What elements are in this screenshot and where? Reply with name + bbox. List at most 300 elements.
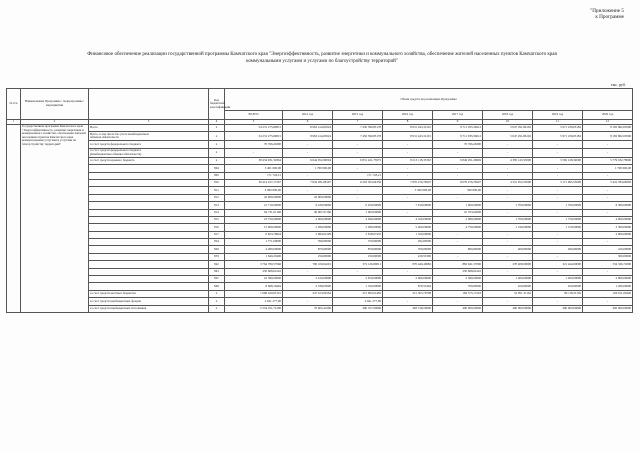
total-value-cell: 42 000,00000: [225, 194, 283, 201]
table-row: [7, 283, 633, 290]
grbs-cell: 842: [209, 261, 225, 268]
year-value-cell: 6 851 421,75975: [333, 157, 383, 164]
year-value-cell: 52 851,31102: [483, 290, 533, 297]
total-value-cell: 23 750,00000: [225, 216, 283, 223]
year-value-cell: 870,00000: [333, 246, 383, 253]
column-number-10: 10: [483, 120, 533, 125]
year-value-cell: 8 079 276,70607: [433, 179, 483, 186]
year-value-cell: 4 385 143,55000: [483, 157, 533, 164]
year-value-cell: 171 743,21: [333, 172, 383, 179]
grbs-cell: x: [209, 148, 225, 157]
year-value-cell: -: [583, 141, 633, 148]
year-value-cell: 3 171 965,53000: [533, 179, 583, 186]
funding-source-cell: [89, 298, 209, 305]
year-value-cell: -: [483, 187, 533, 194]
table-row: [7, 141, 633, 148]
year-value-cell: -: [583, 187, 633, 194]
total-value-cell: 54 231 275,69815: [225, 125, 283, 132]
table-row: [7, 224, 633, 231]
table-row: [7, 305, 633, 312]
grbs-cell: 813: [209, 202, 225, 209]
total-value-cell: 250 668,64142: [225, 268, 283, 275]
year-value-cell: -: [483, 165, 533, 172]
grbs-cell: 824: [209, 239, 225, 246]
year-value-cell: 5 779 932,78000: [583, 157, 633, 164]
appendix-note: [590, 8, 624, 20]
header-code: Код бюджетной классификации: [209, 89, 225, 120]
year-value-cell: 9 846 291,26849: [433, 157, 483, 164]
year-value-cell: 700,00000: [433, 283, 483, 290]
grbs-cell: 812: [209, 194, 225, 201]
year-value-cell: -: [283, 172, 333, 179]
header-year-1: 2014 год: [283, 111, 333, 120]
grbs-cell: 829: [209, 246, 225, 253]
year-value-cell: 250 668,64142: [433, 268, 483, 275]
total-value-cell: 38 434 931,52864: [225, 157, 283, 164]
year-value-cell: -: [533, 239, 583, 246]
year-value-cell: 7 834 281,68197: [283, 179, 333, 186]
funding-source-cell: [89, 141, 209, 148]
year-value-cell: 2 410,00000: [283, 276, 333, 283]
total-value-cell: -: [225, 148, 283, 157]
total-value-cell: 1 771,00000: [225, 239, 283, 246]
grbs-cell: x: [209, 141, 225, 148]
grbs-cell: 816: [209, 224, 225, 231]
header-num: № п/п: [7, 89, 21, 120]
year-value-cell: 184 575,13163: [433, 290, 483, 297]
year-value-cell: 4 000,00000: [583, 216, 633, 223]
funding-source-cell: [89, 239, 209, 246]
funding-source-cell: [89, 224, 209, 231]
year-value-cell: 8 963 414,65024: [283, 132, 333, 141]
table-row: [7, 125, 633, 132]
year-value-cell: -: [483, 298, 533, 305]
year-value-cell: 879,53494: [383, 283, 433, 290]
table-row: [7, 216, 633, 223]
year-value-cell: 450,00000: [483, 283, 533, 290]
funding-source-label: Всего: [90, 125, 98, 130]
funding-source-label: за счет средств местных бюджетов: [90, 291, 136, 296]
year-value-cell: 2 670,00000: [333, 276, 383, 283]
year-value-cell: 400 000,00000: [533, 305, 583, 312]
year-value-cell: 7 450 390,85178: [333, 125, 383, 132]
funding-source-cell: [89, 253, 209, 260]
table-row: [7, 187, 633, 194]
funding-source-cell: [89, 246, 209, 253]
appendix-line-2: к Программе: [595, 14, 624, 21]
year-value-cell: -: [383, 141, 433, 148]
year-value-cell: 1 150,00000: [533, 224, 583, 231]
grbs-cell: 848: [209, 283, 225, 290]
year-value-cell: 8 931 443,31291: [383, 132, 433, 141]
year-value-cell: 400 000,00000: [433, 305, 483, 312]
appendix-line-1: "Приложение 5: [590, 8, 624, 14]
year-value-cell: 7 910,00000: [383, 202, 433, 209]
year-value-cell: 70 766,46300: [433, 141, 483, 148]
year-value-cell: 8 213 118,35363: [383, 157, 433, 164]
table-row: [7, 268, 633, 275]
grbs-cell: x: [209, 132, 225, 141]
year-value-cell: -: [483, 209, 533, 216]
year-value-cell: 1 700,00000: [533, 202, 583, 209]
column-number-11: 11: [533, 120, 583, 125]
year-value-cell: 1 520,00000: [383, 231, 433, 238]
column-number-12: 12: [583, 120, 633, 125]
total-value-cell: 15 909,90000: [225, 224, 283, 231]
year-value-cell: 4 759,90000: [433, 224, 483, 231]
year-value-cell: 4 960,00000: [283, 216, 333, 223]
unit-label: тыс. руб.: [610, 82, 626, 87]
total-value-cell: 1 068 420,03101: [225, 290, 283, 297]
year-value-cell: -: [533, 172, 583, 179]
grbs-cell: x: [209, 298, 225, 305]
year-value-cell: -: [533, 231, 583, 238]
year-value-cell: -: [483, 172, 533, 179]
total-value-cell: 171 743,21: [225, 172, 283, 179]
year-value-cell: 483 318,20000: [383, 305, 433, 312]
year-value-cell: 6 644 952,90004: [283, 157, 333, 164]
year-value-cell: 2 280,00000: [283, 224, 333, 231]
year-value-cell: 70 665,41600: [283, 305, 333, 312]
funding-source-cell: [89, 261, 209, 268]
year-value-cell: 379,00000: [333, 239, 383, 246]
grbs-cell: 811: [209, 187, 225, 194]
year-value-cell: -: [433, 231, 483, 238]
title-line-1: Финансовое обеспечение реализации государственной программы Камчатского края "Энергоэффективность, развитие энергетики и коммунального хозяйства, обеспечение жителей населенных пунктов Камчатского края: [87, 52, 557, 57]
year-value-cell: 2 280,00000: [333, 224, 383, 231]
year-value-cell: -: [583, 148, 633, 157]
year-value-cell: 1 000,00000: [333, 209, 383, 216]
column-number-7: 7: [333, 120, 383, 125]
year-value-cell: -: [383, 165, 433, 172]
funding-source-cell: [89, 179, 209, 186]
year-value-cell: 2 084,92109: [283, 231, 333, 238]
year-value-cell: -: [483, 239, 533, 246]
program-name-cell: Государственная программа Камчатского края "Энергоэффективность, развитие энергетики и коммунального хозяйства, обеспечение жителей населенных пунктов Камчатского края коммунальными услугами и услугами по благоустройству территорий": [21, 125, 89, 313]
year-value-cell: -: [533, 298, 583, 305]
total-value-cell: 54 231 275,69815: [225, 132, 283, 141]
table-row: [7, 132, 633, 141]
year-value-cell: 2 580,00000: [433, 276, 483, 283]
funding-source-cell: [89, 209, 209, 216]
year-value-cell: 1 700 000,00: [583, 165, 633, 172]
funding-source-cell: [89, 268, 209, 275]
year-value-cell: -: [433, 239, 483, 246]
table-row: [7, 239, 633, 246]
column-number-9: 9: [433, 120, 483, 125]
total-value-cell: 3 401 000,00: [225, 165, 283, 172]
year-value-cell: -: [383, 209, 433, 216]
year-value-cell: 4 940,00000: [333, 216, 383, 223]
total-value-cell: 4 480,00000: [225, 246, 283, 253]
year-value-cell: 1 320,00000: [333, 283, 383, 290]
year-value-cell: 1 190,00000: [483, 224, 533, 231]
year-value-cell: 2 818,67435: [333, 231, 383, 238]
column-number-4: 4: [209, 120, 225, 125]
year-value-cell: -: [383, 268, 433, 275]
total-value-cell: 16 580,00000: [225, 276, 283, 283]
year-value-cell: 2 641 277,00: [333, 298, 383, 305]
year-value-cell: 5 400,00000: [383, 224, 433, 231]
column-number-1: 1: [7, 120, 21, 125]
funding-source-label: за счет средств краевого бюджета: [90, 158, 135, 163]
funding-source-cell: [89, 290, 209, 297]
funding-source-cell: [89, 165, 209, 172]
table-row: [7, 261, 633, 268]
year-value-cell: -: [483, 148, 533, 157]
funding-source-label: за счет средств федерального бюджета: [90, 148, 141, 153]
year-value-cell: 9 711 033,56612: [433, 132, 483, 141]
total-value-cell: 64 731,01160: [225, 209, 283, 216]
year-value-cell: 5 047 291,86102: [483, 132, 533, 141]
year-value-cell: 6 450,00000: [333, 202, 383, 209]
year-value-cell: 400,00000: [483, 246, 533, 253]
table-row: [7, 298, 633, 305]
year-value-cell: -: [283, 268, 333, 275]
year-value-cell: 278 408,00000: [483, 261, 533, 268]
title-line-2: коммунальными услугами и услугами по благоустройству территорий": [246, 59, 398, 64]
header-volume: Объем средств на реализацию Программы: [225, 89, 633, 111]
grbs-cell: 810: [209, 179, 225, 186]
funding-source-cell: [89, 283, 209, 290]
year-value-cell: 450,00000: [533, 283, 583, 290]
total-value-cell: 2 641 277,00: [225, 298, 283, 305]
year-value-cell: 400 000,00000: [583, 305, 633, 312]
year-value-cell: 870,00000: [283, 246, 333, 253]
document-title: [22, 51, 622, 65]
year-value-cell: 6 300,00000: [583, 202, 633, 209]
year-value-cell: 5 971 239,03182: [533, 132, 583, 141]
year-value-cell: -: [583, 209, 633, 216]
year-value-cell: 40 967,97160: [283, 209, 333, 216]
column-number-3: 3: [89, 120, 209, 125]
grbs-cell: x: [209, 157, 225, 164]
year-value-cell: 372 126,80011: [333, 261, 383, 268]
table-row: [7, 209, 633, 216]
grbs-cell: 847: [209, 276, 225, 283]
year-value-cell: 400 000,00000: [483, 305, 533, 312]
year-value-cell: -: [533, 268, 583, 275]
funding-source-label-cont: (межбюджетные обмены обязательств): [90, 151, 142, 156]
year-value-cell: -: [283, 187, 333, 194]
year-value-cell: 1 700,00000: [483, 202, 533, 209]
funding-source-cell: [89, 172, 209, 179]
year-value-cell: -: [533, 148, 583, 157]
grbs-cell: x: [209, 305, 225, 312]
year-value-cell: 1 700 000,00: [283, 165, 333, 172]
year-value-cell: -: [283, 148, 333, 157]
year-value-cell: 5 047 291,86102: [483, 125, 533, 132]
total-value-cell: 6 823,79644: [225, 231, 283, 238]
year-value-cell: -: [483, 141, 533, 148]
header-year-6: 2019 год: [533, 111, 583, 120]
grbs-cell: 817: [209, 231, 225, 238]
year-value-cell: -: [533, 141, 583, 148]
year-value-cell: -: [583, 298, 633, 305]
year-value-cell: 800,00000: [433, 246, 483, 253]
year-value-cell: 882 941,57000: [433, 261, 483, 268]
year-value-cell: 1 400,00000: [483, 276, 533, 283]
header-year-2: 2015 год: [333, 111, 383, 120]
funding-source-cell: [89, 132, 209, 141]
year-value-cell: 7 870 276,70607: [383, 179, 433, 186]
total-value-cell: 70 766,46300: [225, 141, 283, 148]
year-value-cell: 9 711 033,56612: [433, 125, 483, 132]
year-value-cell: 334 326,72000: [583, 261, 633, 268]
year-value-cell: 599,00000: [283, 239, 333, 246]
funding-source-cell: [89, 148, 209, 157]
table-row: [7, 172, 633, 179]
year-value-cell: 8 182 862,00506: [583, 125, 633, 132]
year-value-cell: 215 503,79798: [383, 290, 433, 297]
year-value-cell: 1 400,00000: [533, 276, 583, 283]
table-row: [7, 276, 633, 283]
year-value-cell: 215 993,01465: [333, 290, 383, 297]
year-value-cell: 3 582 128,32000: [533, 157, 583, 164]
year-value-cell: -: [283, 298, 333, 305]
year-value-cell: -: [583, 268, 633, 275]
year-value-cell: 1 750,00000: [533, 216, 583, 223]
year-value-cell: 700,00000: [383, 246, 433, 253]
header-year-7: 2020 год: [583, 111, 633, 120]
header-year-5: 2018 год: [483, 111, 533, 120]
year-value-cell: 5 422 784,66083: [583, 179, 633, 186]
total-value-cell: 21 710,00000: [225, 202, 283, 209]
year-value-cell: -: [383, 148, 433, 157]
year-value-cell: 8 963 414,65024: [283, 125, 333, 132]
financing-table: [6, 88, 633, 313]
year-value-cell: 6 430,00000: [283, 202, 333, 209]
table-row: [7, 290, 633, 297]
year-value-cell: -: [433, 148, 483, 157]
year-value-cell: -: [433, 172, 483, 179]
table-row: [7, 148, 633, 157]
year-value-cell: -: [383, 298, 433, 305]
year-value-cell: 410,00000: [583, 246, 633, 253]
table-row: [7, 202, 633, 209]
grbs-cell: 843: [209, 268, 225, 275]
funding-source-cell: [89, 194, 209, 201]
row-number-cell: [7, 125, 21, 313]
year-value-cell: -: [333, 165, 383, 172]
year-value-cell: 229,53300: [383, 253, 433, 260]
grbs-cell: 805: [209, 172, 225, 179]
table-row: [7, 179, 633, 186]
grbs-cell: 833: [209, 253, 225, 260]
year-value-cell: -: [333, 194, 383, 201]
year-value-cell: -: [333, 268, 383, 275]
year-value-cell: 2 000,00000: [583, 231, 633, 238]
header-year-3: 2016 год: [383, 111, 433, 120]
year-value-cell: -: [583, 239, 633, 246]
table-row: [7, 157, 633, 164]
year-value-cell: -: [483, 253, 533, 260]
table-row: [7, 165, 633, 172]
total-value-cell: 8 668,16494: [225, 283, 283, 290]
funding-source-label: за счет средств внебюджетных источников: [90, 305, 147, 310]
column-number-5: 5: [225, 120, 283, 125]
year-value-cell: 42 000,00000: [283, 194, 333, 201]
year-value-cell: 100 911,00426: [583, 290, 633, 297]
column-number-8: 8: [383, 120, 433, 125]
grbs-cell: x: [209, 290, 225, 297]
funding-source-cell: [89, 216, 209, 223]
total-value-cell: 4 090 000,00: [225, 187, 283, 194]
funding-source-label: за счет средств внебюджетных фондов: [90, 298, 141, 303]
year-value-cell: 2 300,00000: [583, 224, 633, 231]
year-value-cell: -: [533, 194, 583, 201]
total-value-cell: 2 554 451,71200: [225, 305, 283, 312]
header-total: ВСЕГО: [225, 111, 283, 120]
table-row: [7, 246, 633, 253]
funding-source-label: Всего, в том числе без учета межбюджетных: [90, 131, 149, 136]
year-value-cell: 3 500 000,00: [383, 187, 433, 194]
grbs-cell: 804: [209, 165, 225, 172]
year-value-cell: 870 440,46982: [383, 261, 433, 268]
table-row: [7, 231, 633, 238]
year-value-cell: 590 000,00: [433, 187, 483, 194]
year-value-cell: 4 331 952,53000: [483, 179, 533, 186]
column-number-6: 6: [283, 120, 333, 125]
year-value-cell: 4 320,00000: [383, 216, 433, 223]
year-value-cell: 292,00000: [383, 239, 433, 246]
funding-source-cell: [89, 187, 209, 194]
total-value-cell: 36 414 227,17267: [225, 179, 283, 186]
year-value-cell: 5 971 239,03182: [533, 125, 583, 132]
year-value-cell: 6 293 303,94336: [333, 179, 383, 186]
year-value-cell: 1 000,00000: [433, 202, 483, 209]
year-value-cell: -: [383, 172, 433, 179]
total-value-cell: 1 649,29400: [225, 253, 283, 260]
year-value-cell: -: [333, 187, 383, 194]
year-value-cell: -: [433, 298, 483, 305]
header-year-4: 2017 год: [433, 111, 483, 120]
total-value-cell: 3 764 780,57966: [225, 261, 283, 268]
year-value-cell: -: [333, 148, 383, 157]
year-value-cell: -: [333, 141, 383, 148]
year-value-cell: 8 182 862,00506: [583, 132, 633, 141]
year-value-cell: -: [533, 209, 583, 216]
year-value-cell: 7 450 390,85178: [333, 132, 383, 141]
header-name: Наименование Программы / подпрограммы / мероприятия: [21, 89, 89, 120]
header-spacer: [89, 89, 209, 120]
year-value-cell: -: [483, 194, 533, 201]
funding-source-cell: [89, 125, 209, 132]
year-value-cell: 1 200,00000: [583, 283, 633, 290]
year-value-cell: -: [533, 253, 583, 260]
table-row: [7, 194, 633, 201]
year-value-cell: -: [433, 165, 483, 172]
funding-source-cell: [89, 305, 209, 312]
year-value-cell: 2 800,00000: [583, 276, 633, 283]
year-value-cell: -: [583, 172, 633, 179]
year-value-cell: 790 100,64291: [283, 261, 333, 268]
column-number-2: 2: [21, 120, 89, 125]
year-value-cell: -: [583, 194, 633, 201]
grbs-cell: x: [209, 125, 225, 132]
year-value-cell: 400 327,00600: [333, 305, 383, 312]
year-value-cell: 300,00000: [583, 253, 633, 260]
year-value-cell: -: [383, 194, 433, 201]
year-value-cell: 2 080,00000: [433, 216, 483, 223]
year-value-cell: 1 700,00000: [483, 216, 533, 223]
year-value-cell: 2 660,00000: [383, 276, 433, 283]
year-value-cell: -: [483, 268, 533, 275]
funding-source-cell: [89, 157, 209, 164]
year-value-cell: -: [483, 231, 533, 238]
year-value-cell: 2 338,63000: [283, 283, 333, 290]
year-value-cell: 247 613,89164: [283, 290, 333, 297]
